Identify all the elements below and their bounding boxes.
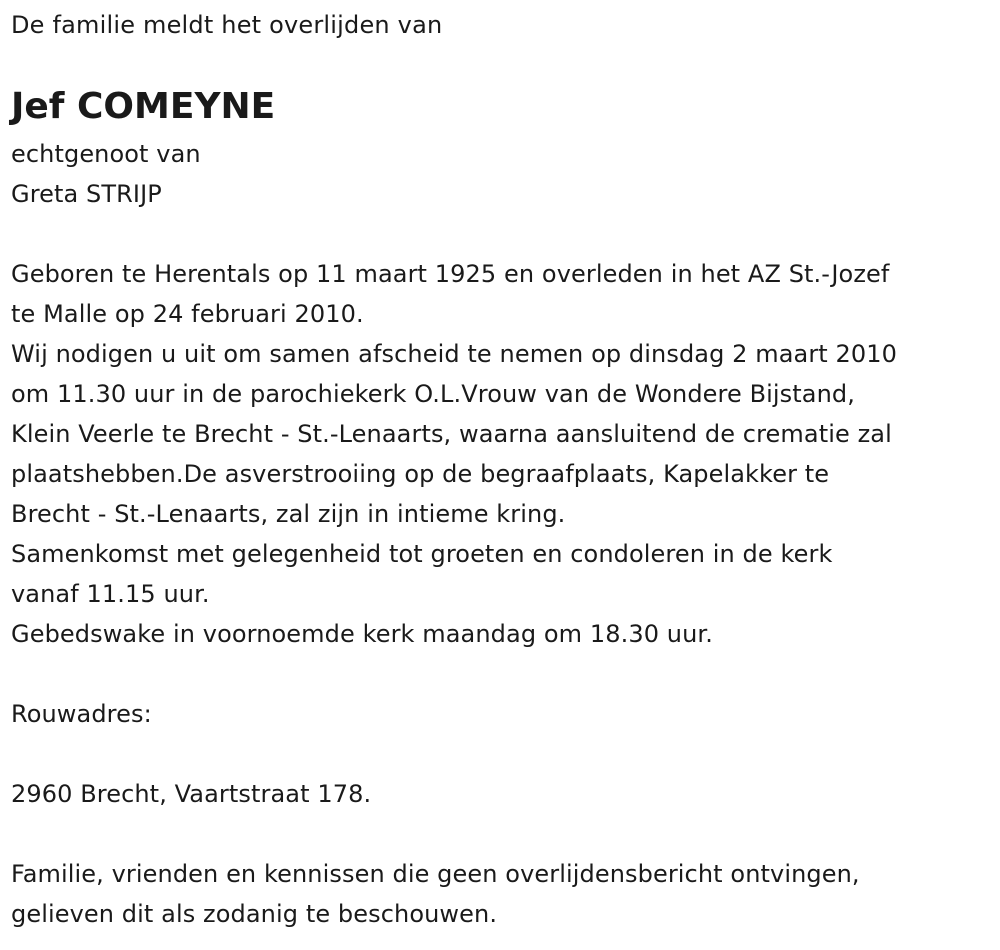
address-block	[11, 774, 371, 814]
body-line: om 11.30 uur in de parochiekerk O.L.Vrouw van de Wondere Bijstand,	[11, 380, 855, 408]
deceased-name: Jef COMEYNE	[11, 86, 276, 127]
spouse-block	[11, 134, 201, 214]
body-line: Geboren te Herentals op 11 maart 1925 en overleden in het AZ St.-Jozef	[11, 260, 890, 288]
body-line: Brecht - St.-Lenaarts, zal zijn in intieme kring.	[11, 500, 566, 528]
announcement-body	[11, 254, 897, 654]
body-line: Samenkomst met gelegenheid tot groeten en condoleren in de kerk	[11, 540, 833, 568]
body-line: Klein Veerle te Brecht - St.-Lenaarts, waarna aansluitend de crematie zal	[11, 420, 892, 448]
body-line: Wij nodigen u uit om samen afscheid te nemen op dinsdag 2 maart 2010	[11, 340, 898, 368]
body-line: vanaf 11.15 uur.	[11, 580, 210, 608]
spouse-name: Greta STRIJP	[11, 180, 162, 208]
closing-line: Familie, vrienden en kennissen die geen overlijdensbericht ontvingen,	[11, 860, 860, 888]
closing-block	[11, 854, 860, 934]
spouse-relation: echtgenoot van	[11, 140, 201, 168]
address-label-text: Rouwadres:	[11, 700, 152, 728]
intro-text: De familie meldt het overlijden van	[11, 11, 443, 39]
closing-line: gelieven dit als zodanig te beschouwen.	[11, 900, 498, 928]
body-line: te Malle op 24 februari 2010.	[11, 300, 364, 328]
body-line: Gebedswake in voornoemde kerk maandag om 18.30 uur.	[11, 620, 713, 648]
address-label	[11, 694, 152, 734]
body-line: plaatshebben.De asverstrooiing op de begraafplaats, Kapelakker te	[11, 460, 830, 488]
address-text: 2960 Brecht, Vaartstraat 178.	[11, 780, 372, 808]
